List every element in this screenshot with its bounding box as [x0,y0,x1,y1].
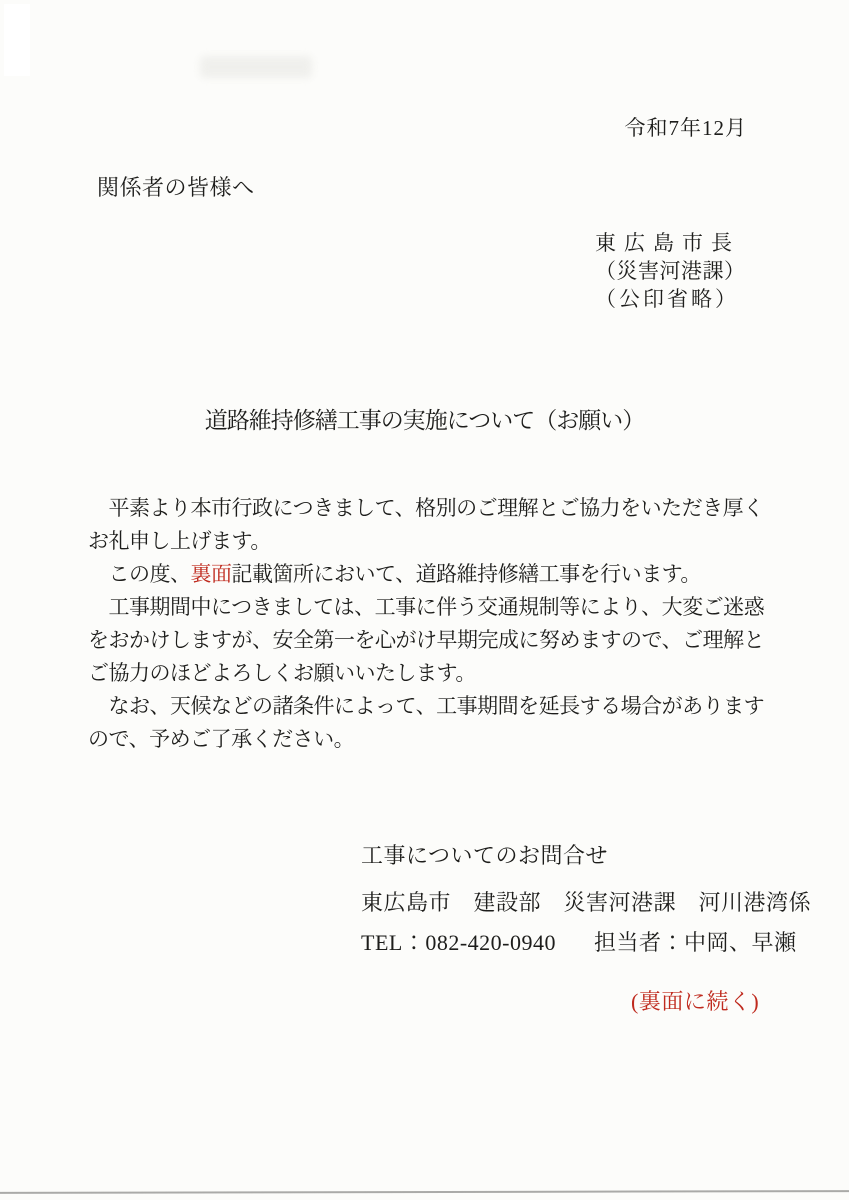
body-line: ご協力のほどよろしくお願いいたします。 [88,661,476,685]
body-line-segment: この度、 [88,562,191,586]
document-date: 令和7年12月 [624,116,747,140]
body-text [88,492,778,756]
contact-tel-number: TEL：082-420-0940 [361,930,556,955]
body-line: なお、天候などの諸条件によって、工事期間を延長する場合があります [88,694,765,718]
contact-person: 担当者：中岡、早瀬 [593,930,797,955]
body-line: ので、予めご了承ください。 [88,727,355,751]
scan-corner-artifact [4,4,30,76]
scan-bleedthrough-smudge [200,56,312,78]
body-line: をおかけしますが、安全第一を心がけ早期完成に努めますので、ご理解と [88,628,765,652]
sender-seal-note: （公印省略） [595,287,739,311]
sender-block [595,229,746,313]
continue-note: (裏面に続く) [631,989,760,1014]
sender-name: 東広島市長 [595,231,740,255]
sender-department: （災害河港課） [595,259,746,283]
body-line: 平素より本市行政につきまして、格別のご理解とご協力をいただき厚く [88,496,764,520]
body-line: お礼申し上げます。 [88,529,271,553]
contact-heading: 工事についてのお問合せ [361,843,609,868]
body-line-segment: 記載箇所において、道路維持修繕工事を行います。 [231,562,701,586]
contact-organization: 東広島市 建設部 災害河港課 河川港湾係 [361,890,812,915]
document-title: 道路維持修繕工事の実施について（お願い） [204,408,645,433]
recipient-line: 関係者の皆様へ [97,175,255,200]
body-line [88,558,778,591]
contact-tel-line [361,926,796,957]
body-line-red-highlight: 裏面 [190,562,232,586]
scan-edge-line-artifact [0,1190,849,1194]
body-line: 工事期間中につきましては、工事に伴う交通規制等により、大変ご迷惑 [88,595,765,619]
